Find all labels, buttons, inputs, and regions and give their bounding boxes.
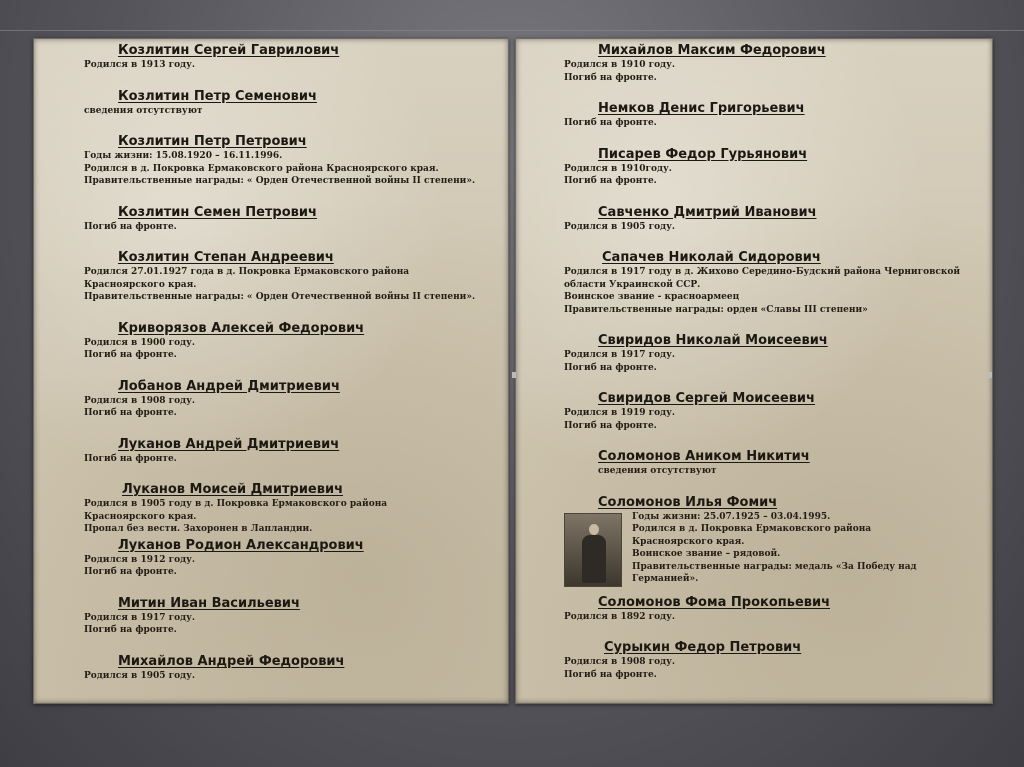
- person-detail: сведения отсутствуют: [84, 105, 203, 116]
- person-detail: Родился в 1900 году.: [84, 337, 196, 348]
- person-detail: Родился в 1892 году.: [564, 611, 676, 622]
- person-entry: [84, 132, 508, 188]
- photo-figure-body: [582, 535, 606, 583]
- photo-entry-details: [632, 511, 917, 587]
- person-detail: Правительственные награды: орден «Славы III степени»: [564, 304, 868, 315]
- person-detail: Пропал без вести. Захоронен в Лапландии.: [84, 524, 313, 534]
- person-detail: Родился в 1912 году.: [84, 554, 196, 565]
- person-entry: [84, 377, 508, 420]
- person-detail: Погиб на фронте.: [564, 118, 657, 128]
- person-name: Сурыкин Федор Петрович: [604, 640, 802, 655]
- person-name: Сапачев Николай Сидорович: [602, 250, 821, 265]
- person-name: Соломонов Аником Никитич: [598, 449, 810, 464]
- person-name: Савченко Дмитрий Иванович: [598, 204, 817, 220]
- person-detail: Родился в д. Покровка Ермаковского района Красноярского края.: [84, 163, 439, 174]
- person-name: Соломонов Илья Фомич: [598, 494, 778, 510]
- person-name: Лобанов Андрей Дмитриевич: [118, 378, 340, 394]
- person-entry: [84, 319, 508, 362]
- person-name: Козлитин Петр Петрович: [118, 134, 307, 149]
- person-detail: Родился в д. Покровка Ермаковского района: [632, 524, 872, 534]
- right-page: [515, 38, 993, 704]
- person-name: Луканов Родион Александрович: [118, 537, 364, 553]
- person-name: Луканов Моисей Дмитриевич: [122, 482, 344, 497]
- person-entry: [84, 87, 508, 118]
- page-edge-marker: [988, 372, 992, 378]
- frame-top-line: [0, 30, 1024, 31]
- person-detail: Родился в 1910году.: [564, 163, 672, 174]
- person-detail: Погиб на фронте.: [84, 625, 177, 635]
- person-detail: Родился в 1919 году.: [564, 408, 676, 418]
- person-name: Козлитин Степан Андреевич: [118, 250, 334, 265]
- person-entry: [84, 435, 508, 466]
- person-detail: Погиб на фронте.: [84, 350, 177, 360]
- person-detail: Правительственные награды: « Орден Отечественной войны II степени».: [84, 176, 476, 186]
- person-detail: Погиб на фронте.: [564, 669, 657, 680]
- person-entry: [564, 638, 992, 681]
- person-detail: Погиб на фронте.: [564, 420, 657, 431]
- person-entry: [84, 652, 508, 683]
- person-name: Немков Денис Григорьевич: [598, 101, 805, 116]
- person-detail: Родился в 1905 году.: [84, 670, 196, 681]
- person-detail: Родился в 1905 году в д. Покровка Ермаковского района: [84, 499, 388, 509]
- person-detail: Правительственные награды: медаль «За Победу над: [632, 561, 917, 572]
- page-divider-marker: [512, 372, 516, 378]
- person-name: Свиридов Николай Моисеевич: [598, 333, 828, 348]
- person-detail: Погиб на фронте.: [84, 567, 177, 577]
- person-entry: [564, 447, 992, 478]
- person-name: Криворязов Алексей Федорович: [118, 320, 365, 336]
- person-detail: Погиб на фронте.: [564, 362, 657, 373]
- person-name: Писарев Федор Гурьянович: [598, 146, 808, 162]
- person-detail: Годы жизни: 15.08.1920 – 16.11.1996.: [84, 151, 283, 161]
- person-detail: Родился 27.01.1927 года в д. Покровка Ермаковского района: [84, 267, 410, 277]
- portrait-photo: [564, 513, 622, 587]
- person-detail: области Украинской ССР.: [564, 279, 701, 290]
- person-name: Козлитин Сергей Гаврилович: [118, 43, 340, 58]
- person-detail: Красноярского края.: [84, 279, 197, 290]
- person-detail: Родился в 1905 году.: [564, 221, 676, 232]
- person-name: Козлитин Семен Петрович: [118, 204, 317, 220]
- photo-figure-head: [589, 524, 599, 535]
- person-detail: Красноярского края.: [84, 511, 197, 522]
- person-detail: Родился в 1908 году.: [564, 657, 676, 667]
- person-detail: Германией».: [632, 574, 699, 584]
- person-detail: Родился в 1917 году.: [564, 350, 676, 360]
- person-detail: Воинское звание – рядовой.: [632, 549, 781, 559]
- person-detail: Погиб на фронте.: [564, 72, 657, 83]
- person-entry: [84, 248, 508, 304]
- person-name: Михайлов Максим Федорович: [598, 43, 826, 58]
- person-entry: [84, 594, 508, 637]
- person-detail: Погиб на фронте.: [564, 176, 657, 186]
- person-entry: [84, 480, 508, 536]
- person-entry: [564, 593, 992, 624]
- person-detail: Родился в 1908 году.: [84, 395, 196, 406]
- photo-entry: [564, 511, 992, 587]
- person-entry: [84, 203, 508, 234]
- person-entry: [564, 203, 992, 234]
- person-detail: Красноярского края.: [632, 536, 745, 547]
- person-name: Михайлов Андрей Федорович: [118, 653, 345, 669]
- person-detail: Родился в 1917 году.: [84, 612, 196, 623]
- person-name: Митин Иван Васильевич: [118, 595, 300, 611]
- person-detail: Родился в 1910 году.: [564, 60, 676, 70]
- person-detail: Родился в 1917 году в д. Жихово Середино-Будский района Черниговской: [564, 267, 961, 277]
- person-entry: [564, 493, 992, 587]
- person-entry: [564, 331, 992, 374]
- person-entry: [564, 41, 992, 84]
- person-entry: [564, 389, 992, 432]
- person-detail: Погиб на фронте.: [84, 453, 177, 464]
- person-detail: Родился в 1913 году.: [84, 60, 196, 70]
- person-name: Луканов Андрей Дмитриевич: [118, 436, 340, 452]
- person-detail: Годы жизни: 25.07.1925 – 03.04.1995.: [632, 511, 831, 522]
- person-detail: Погиб на фронте.: [84, 408, 177, 418]
- person-entry: [84, 41, 508, 72]
- person-entry: [564, 145, 992, 188]
- left-page: [33, 38, 509, 704]
- person-detail: сведения отсутствуют: [598, 466, 717, 476]
- person-name: Соломонов Фома Прокопьевич: [598, 594, 831, 610]
- person-name: Свиридов Сергей Моисеевич: [598, 391, 815, 406]
- person-detail: Правительственные награды: « Орден Отечественной войны II степени».: [84, 292, 476, 302]
- person-detail: Воинское звание - красноармеец: [564, 292, 740, 302]
- person-entry: [564, 99, 992, 130]
- person-entry: [84, 536, 508, 579]
- person-name: Козлитин Петр Семенович: [118, 88, 317, 104]
- person-entry: [564, 248, 992, 316]
- person-detail: Погиб на фронте.: [84, 221, 177, 232]
